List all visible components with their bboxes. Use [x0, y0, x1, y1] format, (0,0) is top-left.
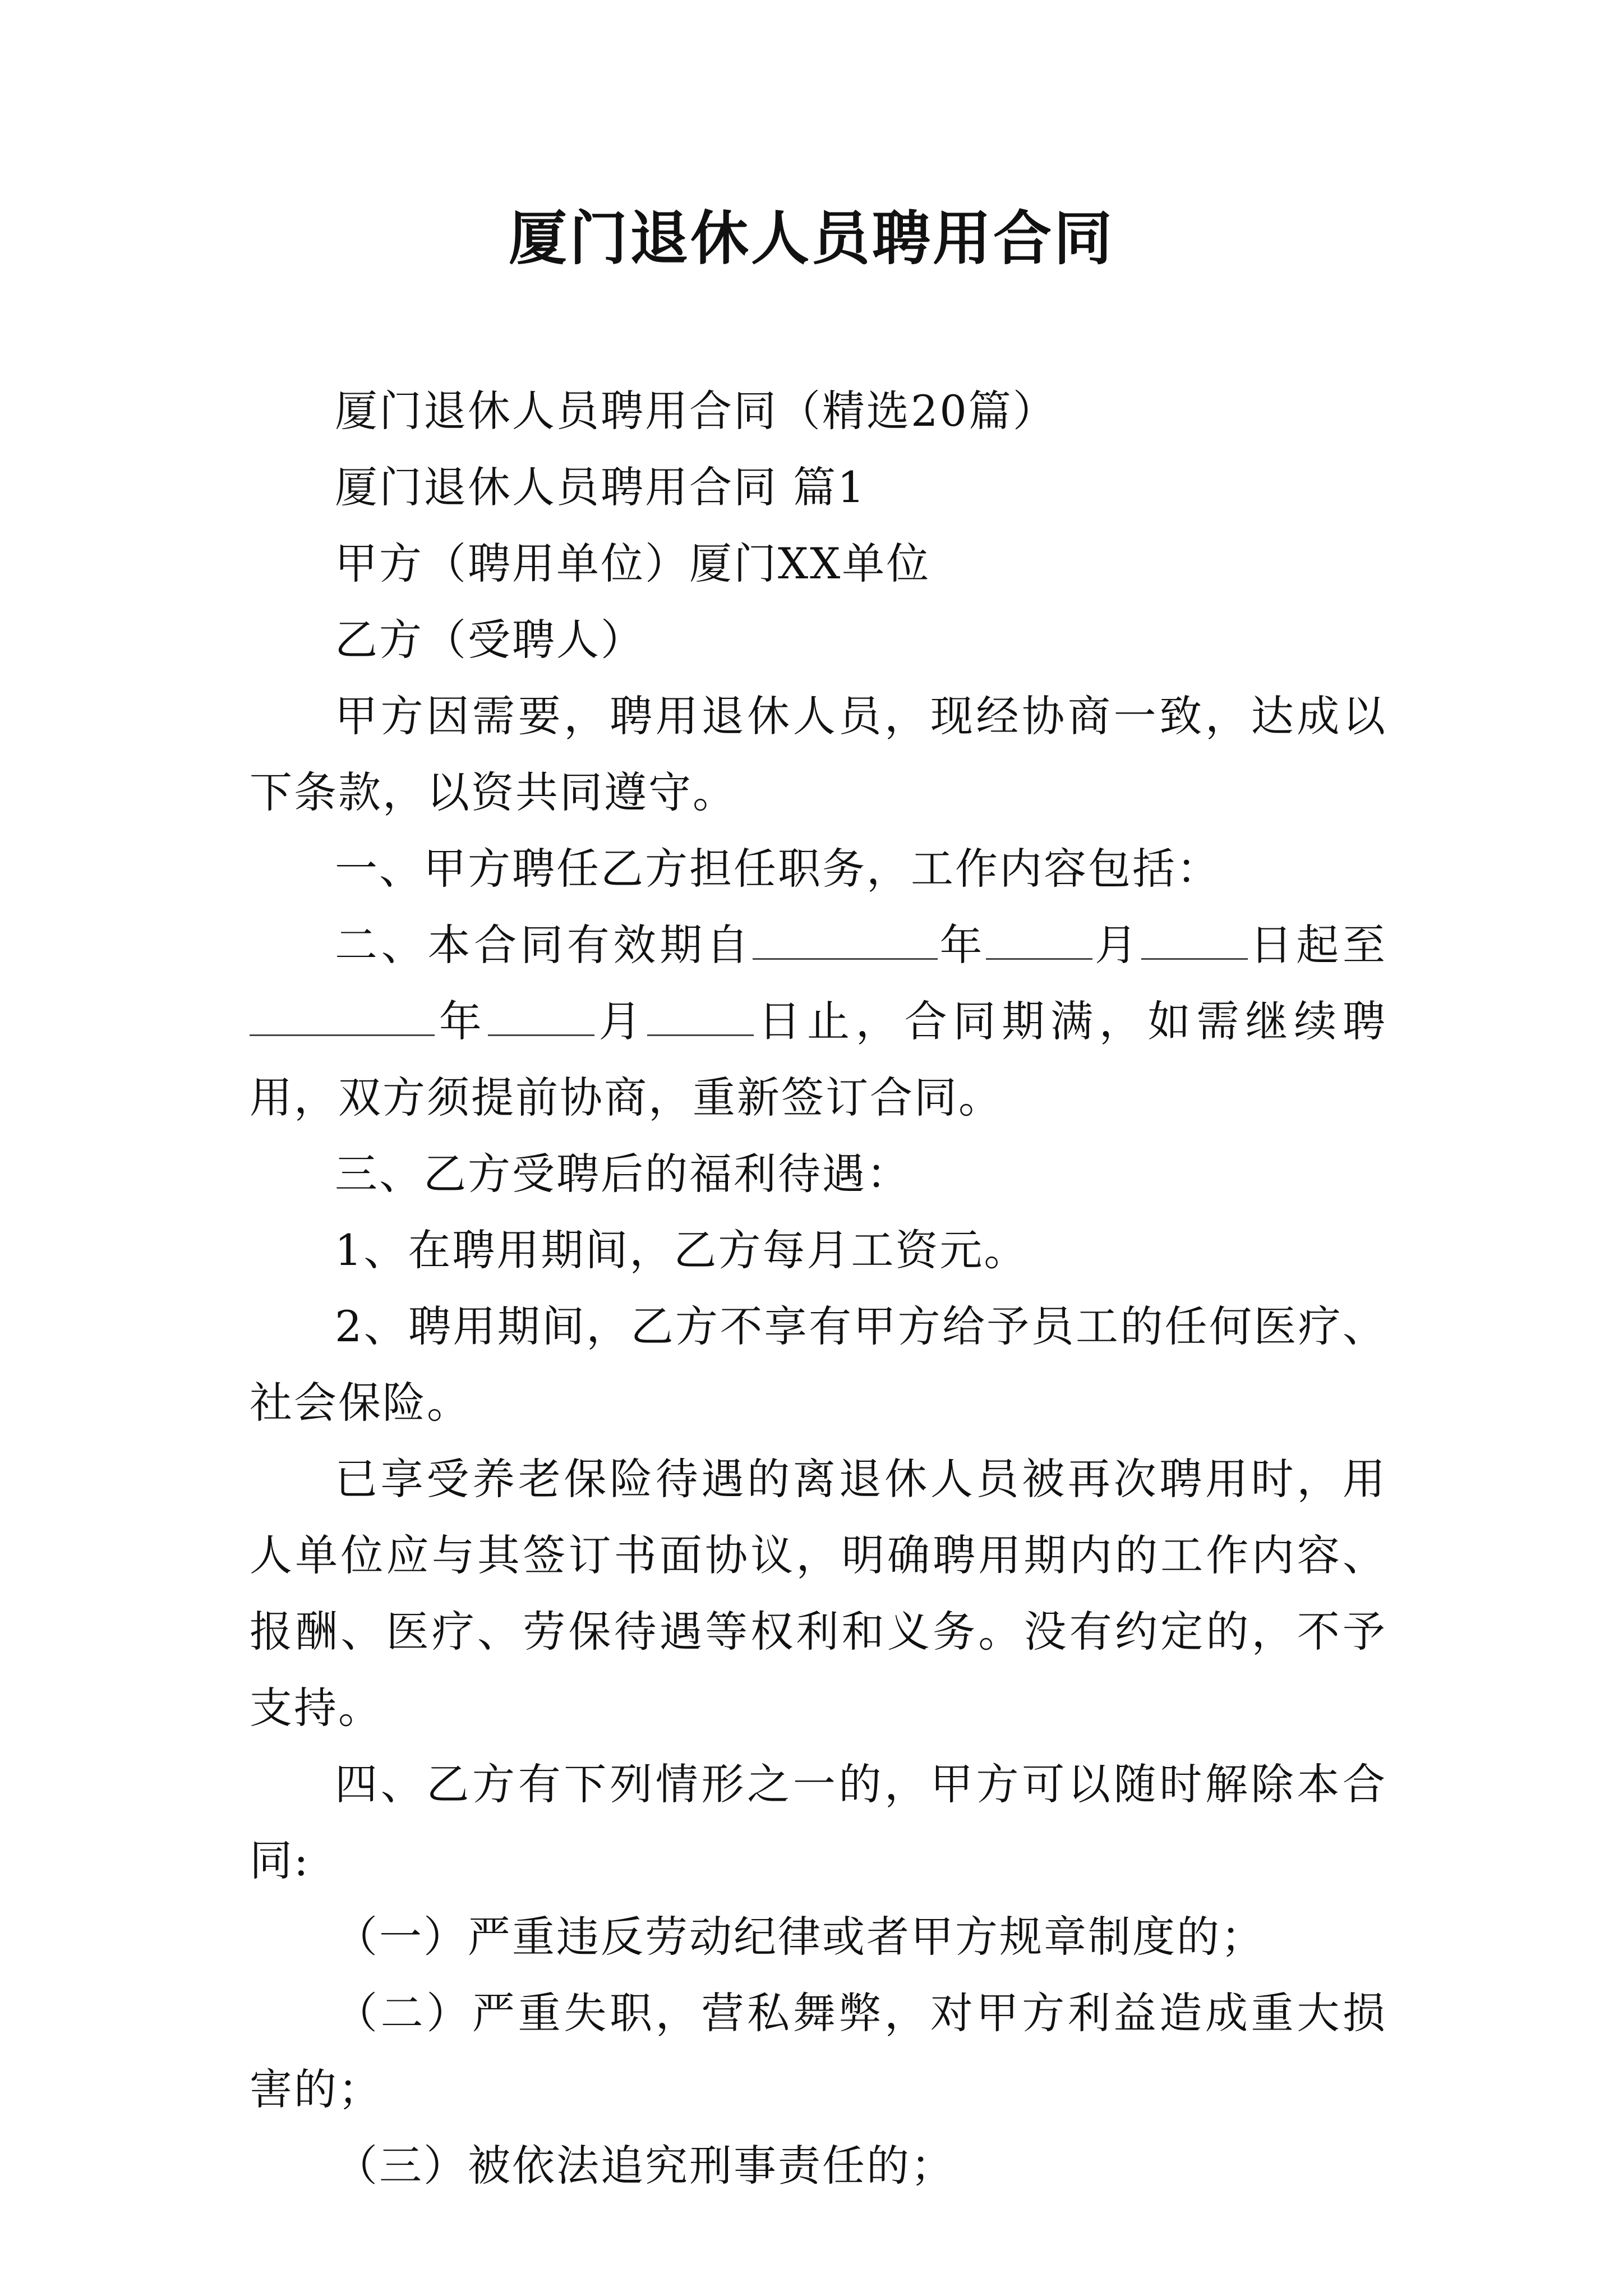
paragraph-part-heading: 厦门退休人员聘用合同 篇1: [335, 462, 866, 512]
end-day-blank: [647, 996, 754, 1036]
term-year-label: 年: [937, 920, 986, 970]
paragraph-clause-3: 三、乙方受聘后的福利待遇：: [335, 1149, 911, 1199]
document-body: [250, 373, 1387, 2204]
term-month-label: 月: [1092, 920, 1141, 970]
start-year-blank: [753, 920, 938, 960]
term-end-year-label: 年: [435, 996, 488, 1046]
end-month-blank: [488, 996, 594, 1036]
paragraph-item-3: （三）被依法追究刑事责任的；: [335, 2141, 955, 2191]
paragraph-salary: 1、在聘用期间，乙方每月工资元。: [335, 1225, 1029, 1275]
term-day-from-text: 日起至: [1247, 920, 1387, 970]
end-year-blank: [250, 996, 435, 1036]
paragraph-pension-note: 已享受养老保险待遇的离退休人员被再次聘用时，用人单位应与其签订书面协议，明确聘用期内的工作内容、报酬、医疗、劳保待遇等权利和义务。没有约定的，不予支持。: [250, 1454, 1387, 1733]
term-end-month-label: 月: [594, 996, 648, 1046]
paragraph-preamble: 甲方因需要，聘用退休人员，现经协商一致，达成以下条款，以资共同遵守。: [250, 691, 1387, 817]
start-month-blank: [986, 920, 1092, 960]
document-title: 厦门退休人员聘用合同: [508, 204, 1114, 273]
paragraph-clause-4: 四、乙方有下列情形之一的，甲方可以随时解除本合同:: [250, 1759, 1387, 1885]
term-lead-text: 二、本合同有效期自: [335, 920, 753, 970]
paragraph-insurance: 2、聘用期间，乙方不享有甲方给予员工的任何医疗、社会保险。: [250, 1301, 1387, 1428]
paragraph-item-1: （一）严重违反劳动纪律或者甲方规章制度的；: [335, 1912, 1265, 1962]
paragraph-party-b: 乙方（受聘人）: [335, 615, 645, 665]
paragraph-clause-2-term: [250, 907, 1387, 1136]
paragraph-clause-1: 一、甲方聘任乙方担任职务，工作内容包括：: [335, 844, 1221, 894]
paragraph-subtitle: 厦门退休人员聘用合同（精选20篇）: [335, 386, 1057, 436]
paragraph-item-2: （二）严重失职，营私舞弊，对甲方利益造成重大损害的；: [250, 1988, 1387, 2114]
term-day-to-text: 日止，合同期满，如需继续聘用，双方须提前协商，重新签订合同。: [250, 996, 1387, 1122]
paragraph-party-a: 甲方（聘用单位）厦门XX单位: [335, 539, 931, 588]
start-day-blank: [1141, 920, 1248, 960]
